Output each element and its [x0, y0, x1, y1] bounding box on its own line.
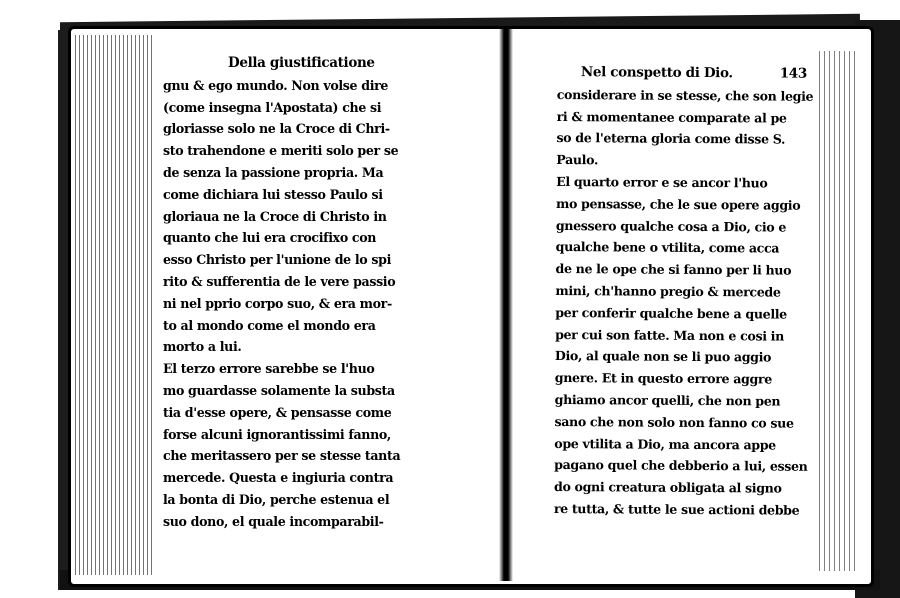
text-line: El terzo errore sarebbe se l'huo	[163, 361, 375, 377]
text-line: quanto che lui era crocifixo con	[163, 230, 377, 246]
text-line: qualche bene o vtilita, come acca	[555, 239, 780, 256]
text-line: ni nel pprio corpo suo, & era mor-	[163, 295, 392, 311]
text-line: morto a lui.	[163, 339, 242, 355]
text-line: re tutta, & tutte le sue actioni debbe	[553, 500, 800, 518]
text-line: mo pensasse, che le sue opere aggio	[555, 195, 801, 213]
text-line: mercede. Questa e ingiuria contra	[163, 470, 394, 486]
text-line: ghiamo ancor quelli, che non pen	[554, 391, 781, 409]
text-line: do ogni creatura obligata al signo	[553, 479, 782, 496]
right-running-head: Nel conspetto di Dio.	[580, 64, 733, 82]
page-number: 143	[779, 65, 807, 82]
text-line: la bonta di Dio, perche estenua el	[163, 491, 390, 507]
text-line: to al mondo come el mondo era	[163, 317, 376, 333]
left-running-head: Della giustificatione	[228, 55, 375, 71]
text-line: gnu & ego mundo. Non volse dire	[163, 77, 389, 93]
text-line: Paulo.	[556, 152, 599, 168]
text-line: ope vtilita a Dio, ma ancora appe	[554, 435, 776, 453]
text-line: so de l'eterna gloria come disse S.	[556, 130, 786, 147]
text-line: pagano quel che debberio a lui, essen	[554, 457, 808, 475]
text-line: considerare in se stesse, che son legie	[556, 86, 814, 104]
text-line: sto trahendone e meriti solo per se	[163, 143, 399, 159]
left-page-stack	[75, 35, 155, 575]
text-line: de ne le ope che si fanno per li huo	[555, 261, 792, 278]
text-line: gnessero qualche cosa a Dio, cio e	[555, 217, 787, 235]
text-line: che meritassero per se stesse tanta	[163, 448, 401, 464]
right-page-header	[557, 62, 807, 86]
left-page	[163, 53, 493, 533]
left-page-header	[163, 53, 493, 75]
text-line: gloriasse solo ne la Croce di Chri-	[163, 121, 390, 137]
text-line: sano che non solo non fanno co sue	[554, 413, 794, 431]
text-line: mini, ch'hanno pregio & mercede	[555, 282, 781, 300]
text-line: Dio, al quale non se li puo aggio	[554, 348, 772, 365]
text-line: ri & momentanee comparate al pe	[556, 108, 787, 126]
text-line: come dichiara lui stesso Paulo si	[163, 186, 383, 202]
text-line: suo dono, el quale incomparabil-	[163, 513, 384, 529]
book-gutter	[499, 29, 513, 581]
text-line: gloriaua ne la Croce di Christo in	[163, 208, 387, 224]
text-line: forse alcuni ignorantissimi fanno,	[163, 426, 391, 442]
text-line: gnere. Et in questo errore aggre	[554, 370, 772, 387]
text-line: tia d'esse opere, & pensasse come	[163, 404, 392, 420]
text-line: mo guardasse solamente la substa	[163, 382, 395, 398]
right-page	[553, 62, 814, 521]
text-line: per conferir qualche bene a quelle	[555, 304, 787, 322]
text-line: de senza la passione propria. Ma	[163, 164, 384, 180]
text-line: per cui son fatte. Ma non e cosi in	[555, 326, 785, 344]
text-line: (come insegna l'Apostata) che si	[163, 99, 382, 115]
text-line: esso Christo per l'unione de lo spi	[163, 252, 391, 268]
text-line: rito & sufferentia de le vere passio	[163, 273, 396, 289]
right-page-stack	[819, 51, 859, 571]
text-line: El quarto error e se ancor l'huo	[556, 173, 768, 191]
